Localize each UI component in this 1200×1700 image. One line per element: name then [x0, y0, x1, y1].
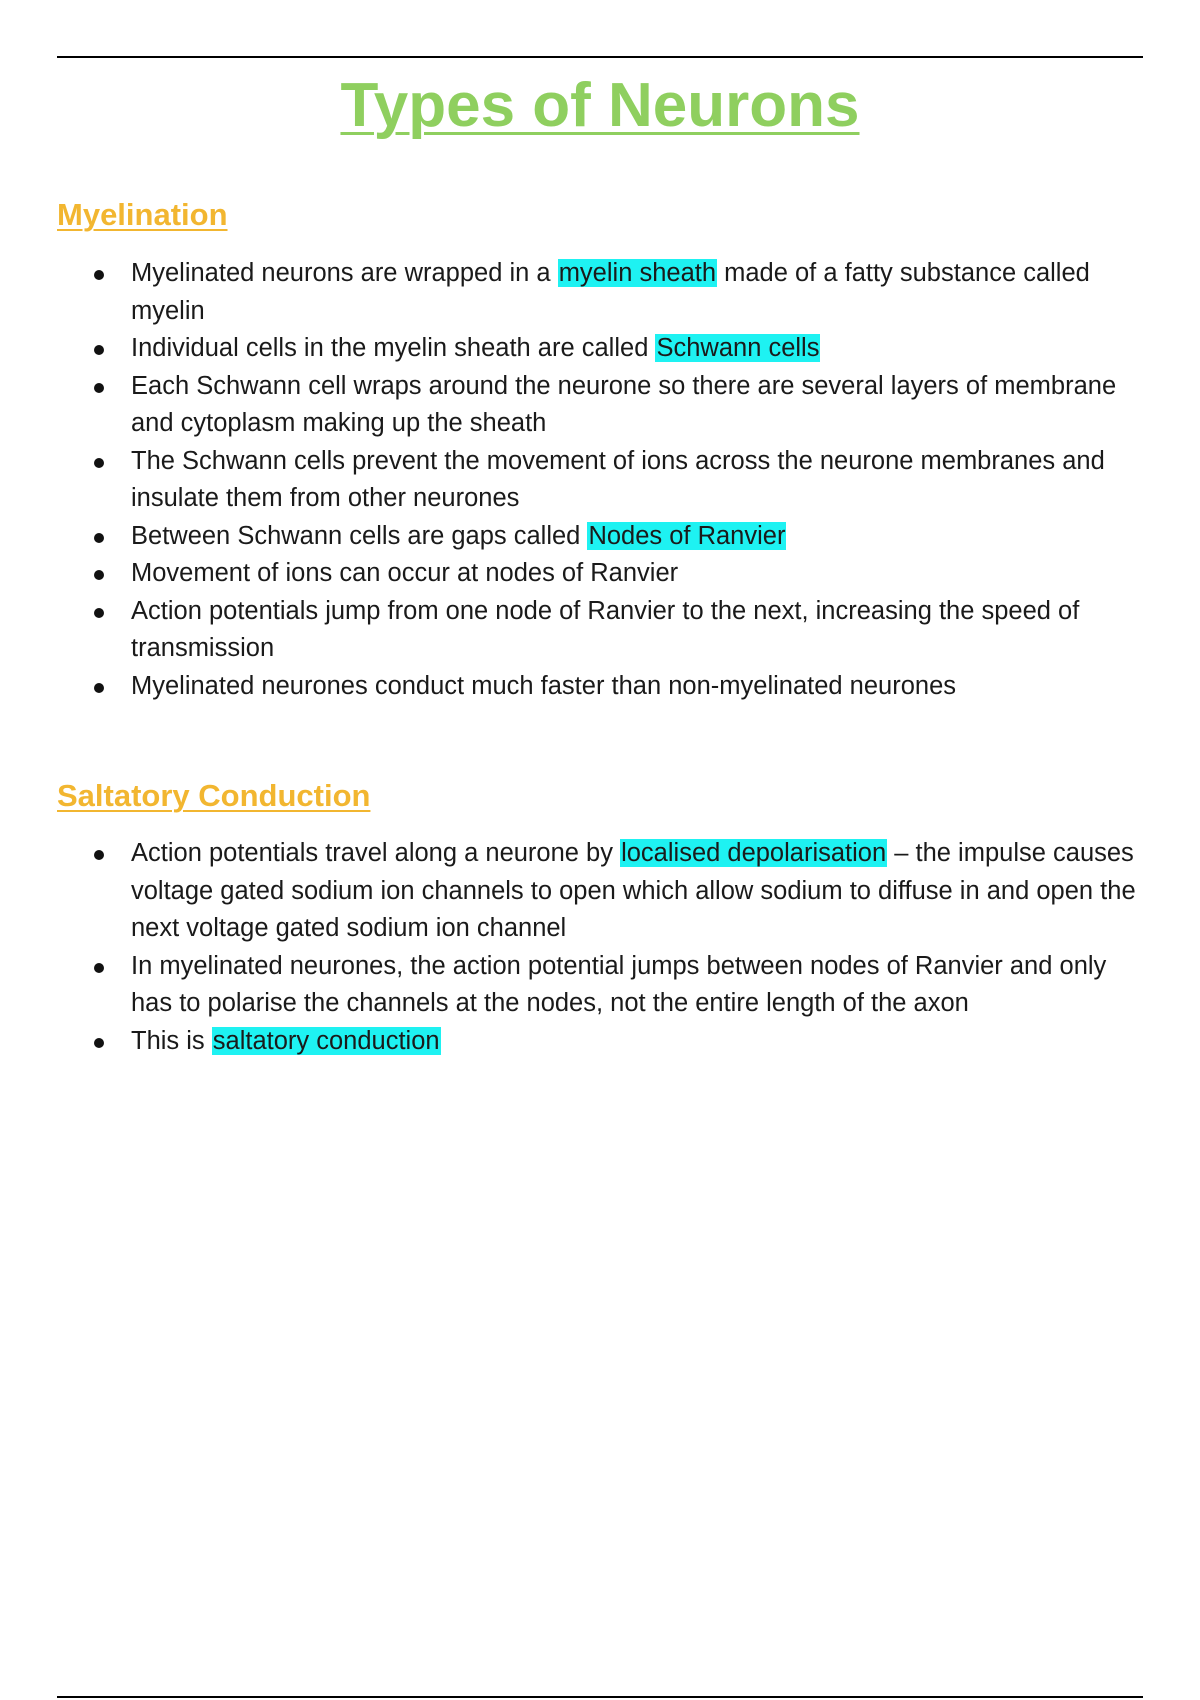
bullet-icon	[94, 963, 104, 973]
bullet-icon	[94, 1038, 104, 1048]
highlighted-term: Nodes of Ranvier	[588, 521, 786, 550]
bullet-icon	[94, 383, 104, 393]
section-heading-saltatory-conduction: Saltatory Conduction	[57, 778, 371, 813]
highlighted-term: myelin sheath	[558, 259, 717, 287]
page-title: Types of Neurons	[340, 71, 860, 140]
bullet-item: Individual cells in the myelin sheath are called Schwann cells	[0, 330, 1200, 368]
myelination-bullet-list	[0, 255, 1200, 705]
bullet-icon	[94, 345, 104, 355]
bullet-icon	[94, 570, 104, 580]
bullet-icon	[94, 850, 104, 860]
bullet-item: Myelinated neurons are wrapped in a myelin sheath made of a fatty substance called myelin	[0, 255, 1200, 330]
highlighted-term: Schwann cells	[656, 334, 820, 362]
bullet-item: The Schwann cells prevent the movement of ions across the neurone membranes and insulate them from other neurones	[0, 443, 1200, 518]
bullet-icon	[94, 608, 104, 618]
bullet-icon	[94, 683, 104, 693]
bullet-item: Movement of ions can occur at nodes of Ranvier	[0, 555, 1200, 593]
bullet-item: Action potentials jump from one node of Ranvier to the next, increasing the speed of transmission	[0, 593, 1200, 668]
bullet-item: Action potentials travel along a neurone by localised depolarisation – the impulse causes voltage gated sodium ion channels to open which allow sodium to diffuse in and open the next voltage gated sodium ion channel	[0, 835, 1200, 948]
bullet-icon	[94, 270, 104, 280]
bullet-item: Myelinated neurones conduct much faster than non-myelinated neurones	[0, 668, 1200, 706]
bullet-item: Between Schwann cells are gaps called Nodes of Ranvier	[0, 518, 1200, 556]
section-heading-myelination: Myelination	[57, 197, 228, 232]
bullet-icon	[94, 458, 104, 468]
saltatory-conduction-bullet-list	[0, 835, 1200, 1060]
bullet-item: Each Schwann cell wraps around the neurone so there are several layers of membrane and cytoplasm making up the sheath	[0, 368, 1200, 443]
bottom-rule	[57, 1696, 1143, 1698]
highlighted-term: saltatory conduction	[212, 1026, 440, 1055]
bullet-item: This is saltatory conduction	[0, 1023, 1200, 1061]
top-rule	[57, 56, 1143, 58]
highlighted-term: localised depolarisation	[621, 839, 887, 867]
bullet-icon	[94, 533, 104, 543]
bullet-item: In myelinated neurones, the action potential jumps between nodes of Ranvier and only has to polarise the channels at the nodes, not the entire length of the axon	[0, 948, 1200, 1023]
